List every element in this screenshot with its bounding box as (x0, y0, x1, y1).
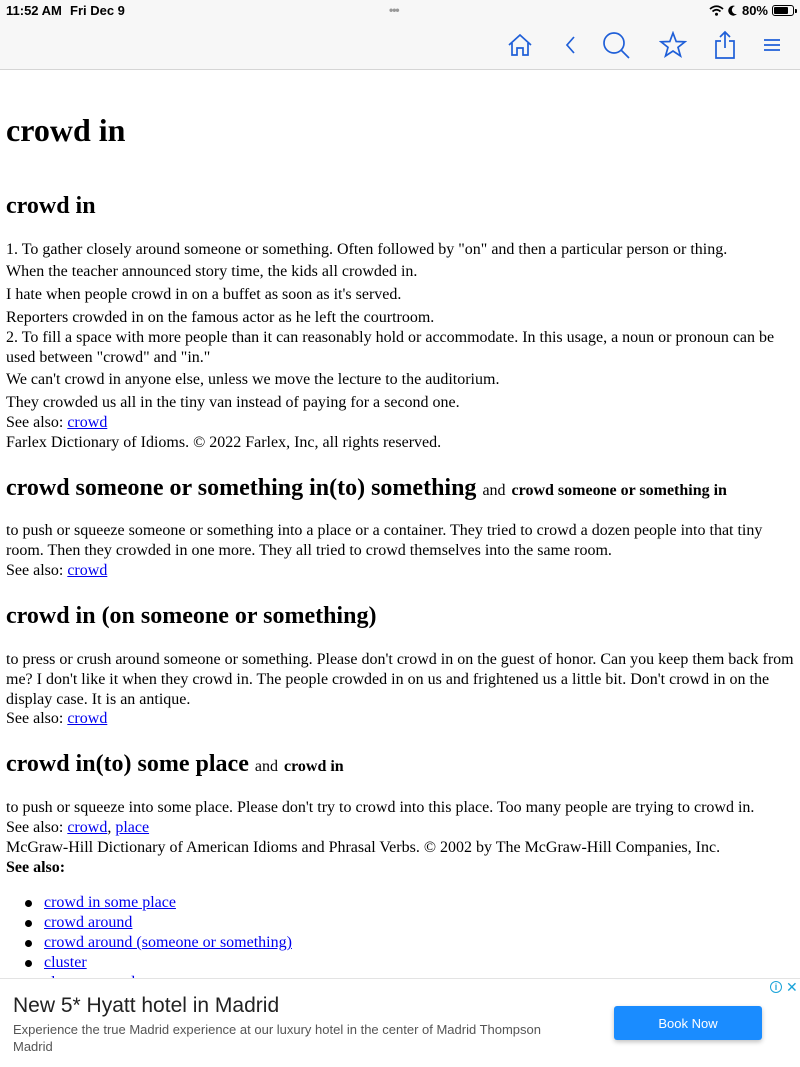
ad-description: Experience the true Madrid experience at our luxury hotel in the center of Madrid Thompson Madrid (13, 1022, 541, 1054)
link-cluster[interactable]: cluster (44, 954, 87, 971)
battery-percent: 80% (741, 3, 768, 18)
see-also-line: See also: crowd, place (6, 819, 150, 836)
link-crowd-around[interactable]: crowd around (44, 914, 133, 931)
link-crowd[interactable]: crowd (67, 562, 108, 579)
entry-heading (6, 751, 798, 778)
ad-close-icon[interactable]: ✕ (786, 979, 798, 995)
link-crowd[interactable]: crowd (67, 710, 108, 727)
link-crowd-in-some-place[interactable]: crowd in some place (44, 894, 176, 911)
entry-heading (6, 475, 798, 502)
back-button[interactable] (555, 30, 585, 60)
see-also-line (6, 709, 798, 729)
example: We can't crowd in anyone else, unless we move the lecture to the auditorium. (6, 371, 500, 388)
menu-button[interactable] (757, 30, 787, 60)
see-also-line (6, 561, 798, 581)
example: Reporters crowded in on the famous actor as he left the courtroom. (6, 309, 435, 326)
definition-2: 2. To fill a space with more people than it can reasonably hold or accommodate. In this usage, a noun or pronoun can be used between "crowd" and "in." (6, 329, 775, 366)
ad-info-icon[interactable]: i (770, 981, 782, 993)
home-button[interactable] (505, 30, 535, 60)
status-bar (0, 0, 800, 22)
list-item (6, 893, 798, 913)
see-also-label: See also: (6, 819, 68, 836)
entry-heading-alt: crowd in (283, 758, 344, 775)
moon-icon (728, 5, 738, 16)
entry-heading-and: and (254, 758, 278, 775)
definition-1: 1. To gather closely around someone or something. Often followed by "on" and then a particular person or thing. (6, 241, 728, 258)
example: They crowded us all in the tiny van instead of paying for a second one. (6, 394, 460, 411)
list-item (6, 953, 798, 973)
see-also-label: See also: (6, 414, 68, 431)
link-crowd[interactable]: crowd (67, 414, 108, 431)
menu-icon (763, 37, 781, 53)
battery-icon (772, 5, 794, 16)
app-toolbar (0, 22, 800, 70)
share-button[interactable] (710, 30, 740, 60)
ad-headline[interactable]: New 5* Hyatt hotel in Madrid (13, 994, 280, 1017)
link-crowd-around-someone[interactable]: crowd around (someone or something) (44, 934, 292, 951)
bookmark-star-icon (659, 31, 687, 59)
link-place[interactable]: place (115, 819, 150, 836)
multitasking-dots[interactable]: ••• (389, 3, 399, 17)
see-also-line (6, 413, 798, 433)
entry-heading-main: crowd someone or something in(to) something (6, 475, 477, 501)
entry-heading-main: crowd in(to) some place (6, 751, 249, 777)
see-also-label: See also: (6, 710, 68, 727)
page-title: crowd in (6, 112, 126, 148)
example: When the teacher announced story time, the kids all crowded in. (6, 263, 418, 280)
source-credit: McGraw-Hill Dictionary of American Idioms and Phrasal Verbs. © 2002 by The McGraw-Hill Companies, Inc. (6, 839, 721, 856)
book-now-button[interactable]: Book Now (614, 1006, 762, 1040)
source-credit: Farlex Dictionary of Idioms. © 2022 Farlex, Inc, all rights reserved. (6, 434, 442, 451)
list-item (6, 913, 798, 933)
status-time: 11:52 AM (6, 3, 62, 18)
link-crowd[interactable]: crowd (67, 819, 108, 836)
see-also-label: See also: (6, 562, 68, 579)
wifi-icon (709, 5, 724, 16)
entry-heading: crowd in (6, 193, 96, 219)
ad-banner[interactable] (0, 978, 800, 1067)
share-icon (713, 30, 737, 60)
bookmark-button[interactable] (658, 30, 688, 60)
search-button[interactable] (601, 30, 631, 60)
entry-heading-alt: crowd someone or something in (511, 482, 727, 499)
definition: to push or squeeze someone or something into a place or a container. They tried to crowd a dozen people into that tiny room. Then they crowded in one more. They all tried to crowd themselves into the same room. (6, 522, 763, 559)
see-also-heading: See also: (6, 859, 66, 876)
entry-heading-and: and (482, 482, 506, 499)
entry-heading: crowd in (on someone or something) (6, 603, 377, 629)
example: I hate when people crowd in on a buffet as soon as it's served. (6, 286, 402, 303)
search-icon (601, 30, 631, 60)
status-date: Fri Dec 9 (70, 3, 125, 18)
back-icon (563, 34, 577, 56)
definition: to push or squeeze into some place. Please don't try to crowd into this place. Too many people are trying to crowd in. (6, 799, 755, 816)
definition: to press or crush around someone or something. Please don't crowd in on the guest of honor. Can you keep them back from me? I don't like it when they crowd in. The people crowded in on us and frightened us a little bit. Don't crowd in on the display case. It is an antique. (6, 651, 794, 708)
home-icon (507, 32, 533, 58)
list-item (6, 933, 798, 953)
